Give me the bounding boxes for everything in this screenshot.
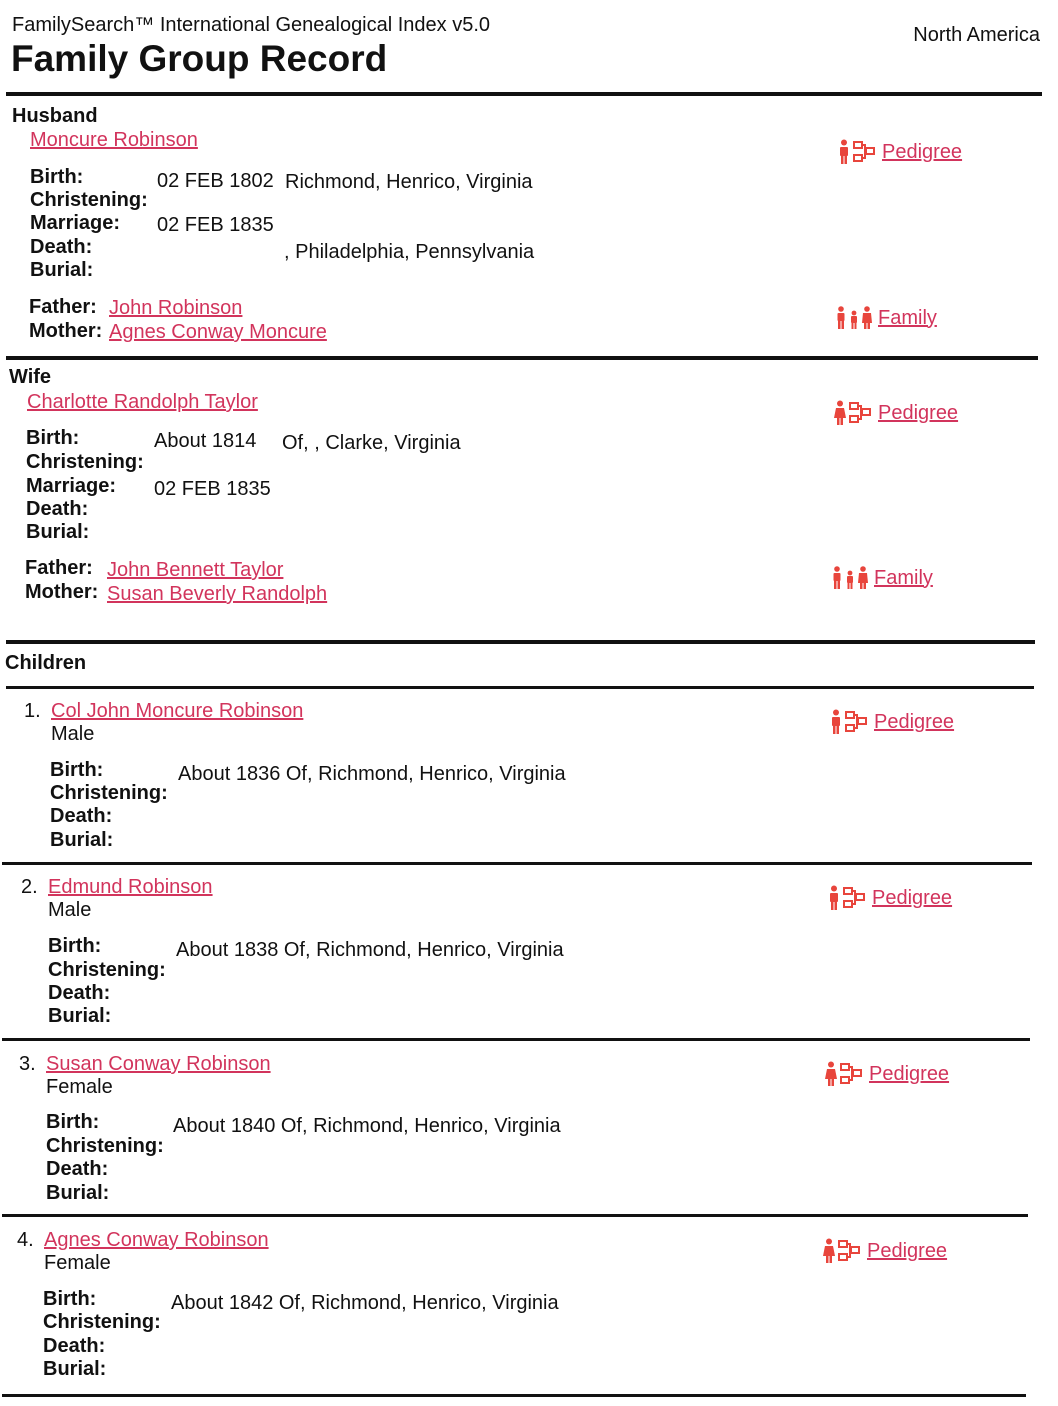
pedigree-icon	[834, 400, 872, 426]
mother-label: Mother:	[29, 320, 103, 342]
family-link[interactable]: Family	[878, 306, 937, 329]
wife-marriage-date: 02 FEB 1835	[154, 478, 271, 500]
husband-birth-place: Richmond, Henrico, Virginia	[285, 171, 533, 193]
father-label: Father:	[25, 557, 93, 579]
christening-label: Christening:	[50, 782, 168, 804]
divider	[6, 92, 1042, 96]
birth-label: Birth:	[30, 166, 84, 188]
divider	[2, 1038, 1030, 1041]
region-label: North America	[913, 24, 1040, 46]
burial-label: Burial:	[50, 829, 114, 851]
death-label: Death:	[43, 1335, 106, 1357]
father-label: Father:	[29, 296, 97, 318]
family-icon	[832, 566, 868, 590]
burial-label: Burial:	[48, 1005, 112, 1027]
wife-family-button[interactable]	[832, 566, 933, 590]
christening-label: Christening:	[30, 189, 148, 211]
christening-label: Christening:	[26, 451, 144, 473]
death-label: Death:	[48, 982, 111, 1004]
wife-pedigree-button[interactable]	[834, 400, 958, 426]
wife-birth-place: Of, , Clarke, Virginia	[282, 432, 461, 454]
husband-mother-link[interactable]: Agnes Conway Moncure	[109, 321, 327, 343]
death-label: Death:	[46, 1158, 109, 1180]
husband-death-place: , Philadelphia, Pennsylvania	[284, 241, 535, 263]
child-birth: About 1838 Of, Richmond, Henrico, Virginia	[176, 939, 564, 961]
burial-label: Burial:	[43, 1358, 107, 1380]
burial-label: Burial:	[46, 1182, 110, 1204]
husband-marriage-date: 02 FEB 1835	[157, 214, 274, 236]
christening-label: Christening:	[46, 1135, 164, 1157]
marriage-label: Marriage:	[26, 475, 117, 497]
family-link[interactable]: Family	[874, 566, 933, 589]
divider	[2, 862, 1032, 865]
christening-label: Christening:	[48, 959, 166, 981]
child-pedigree-button[interactable]	[825, 1061, 949, 1087]
pedigree-icon	[830, 709, 868, 735]
wife-birth-date: About 1814	[154, 430, 257, 452]
divider	[2, 1394, 1026, 1397]
page-title: Family Group Record	[11, 38, 388, 79]
burial-label: Burial:	[26, 521, 90, 543]
divider	[6, 356, 1038, 360]
pedigree-icon	[823, 1238, 861, 1264]
child-name-link[interactable]: Susan Conway Robinson	[46, 1053, 271, 1075]
pedigree-link[interactable]: Pedigree	[874, 710, 955, 733]
child-number: 3.	[19, 1053, 36, 1075]
child-birth: About 1840 Of, Richmond, Henrico, Virginia	[173, 1115, 561, 1137]
death-label: Death:	[30, 236, 93, 258]
child-birth: About 1836 Of, Richmond, Henrico, Virginia	[178, 763, 566, 785]
burial-label: Burial:	[30, 259, 94, 281]
child-pedigree-button[interactable]	[828, 885, 952, 911]
wife-name-link[interactable]: Charlotte Randolph Taylor	[27, 391, 258, 413]
husband-birth-date: 02 FEB 1802	[157, 170, 274, 192]
child-sex: Female	[44, 1252, 111, 1274]
divider	[6, 640, 1035, 644]
husband-father-link[interactable]: John Robinson	[109, 297, 243, 319]
child-sex: Male	[51, 723, 95, 745]
family-icon	[836, 306, 872, 330]
mother-label: Mother:	[25, 581, 99, 603]
birth-label: Birth:	[43, 1288, 97, 1310]
husband-pedigree-button[interactable]	[838, 139, 962, 165]
pedigree-link[interactable]: Pedigree	[867, 1239, 948, 1262]
child-birth: About 1842 Of, Richmond, Henrico, Virginia	[171, 1292, 559, 1314]
wife-father-link[interactable]: John Bennett Taylor	[107, 559, 284, 581]
pedigree-icon	[838, 139, 876, 165]
child-name-link[interactable]: Agnes Conway Robinson	[44, 1229, 269, 1251]
husband-family-button[interactable]	[836, 306, 937, 330]
birth-label: Birth:	[26, 427, 80, 449]
child-pedigree-button[interactable]	[823, 1238, 947, 1264]
wife-section-title: Wife	[9, 366, 52, 388]
child-sex: Male	[48, 899, 92, 921]
pedigree-icon	[828, 885, 866, 911]
app-title: FamilySearch™ International Genealogical Index v5.0	[12, 14, 491, 36]
husband-section-title: Husband	[12, 105, 98, 127]
death-label: Death:	[50, 805, 113, 827]
child-number: 4.	[17, 1229, 34, 1251]
children-section-title: Children	[5, 652, 87, 674]
pedigree-link[interactable]: Pedigree	[872, 886, 953, 909]
birth-label: Birth:	[46, 1111, 100, 1133]
child-number: 1.	[24, 700, 41, 722]
christening-label: Christening:	[43, 1311, 161, 1333]
marriage-label: Marriage:	[30, 212, 121, 234]
death-label: Death:	[26, 498, 89, 520]
birth-label: Birth:	[48, 935, 102, 957]
husband-name-link[interactable]: Moncure Robinson	[30, 129, 198, 151]
child-pedigree-button[interactable]	[830, 709, 954, 735]
pedigree-link[interactable]: Pedigree	[869, 1062, 950, 1085]
divider	[6, 686, 1034, 689]
child-name-link[interactable]: Col John Moncure Robinson	[51, 700, 304, 722]
child-sex: Female	[46, 1076, 113, 1098]
child-name-link[interactable]: Edmund Robinson	[48, 876, 213, 898]
pedigree-icon	[825, 1061, 863, 1087]
wife-mother-link[interactable]: Susan Beverly Randolph	[107, 583, 328, 605]
divider	[2, 1214, 1028, 1217]
pedigree-link[interactable]: Pedigree	[882, 140, 963, 163]
child-number: 2.	[21, 876, 38, 898]
pedigree-link[interactable]: Pedigree	[878, 401, 959, 424]
birth-label: Birth:	[50, 759, 104, 781]
